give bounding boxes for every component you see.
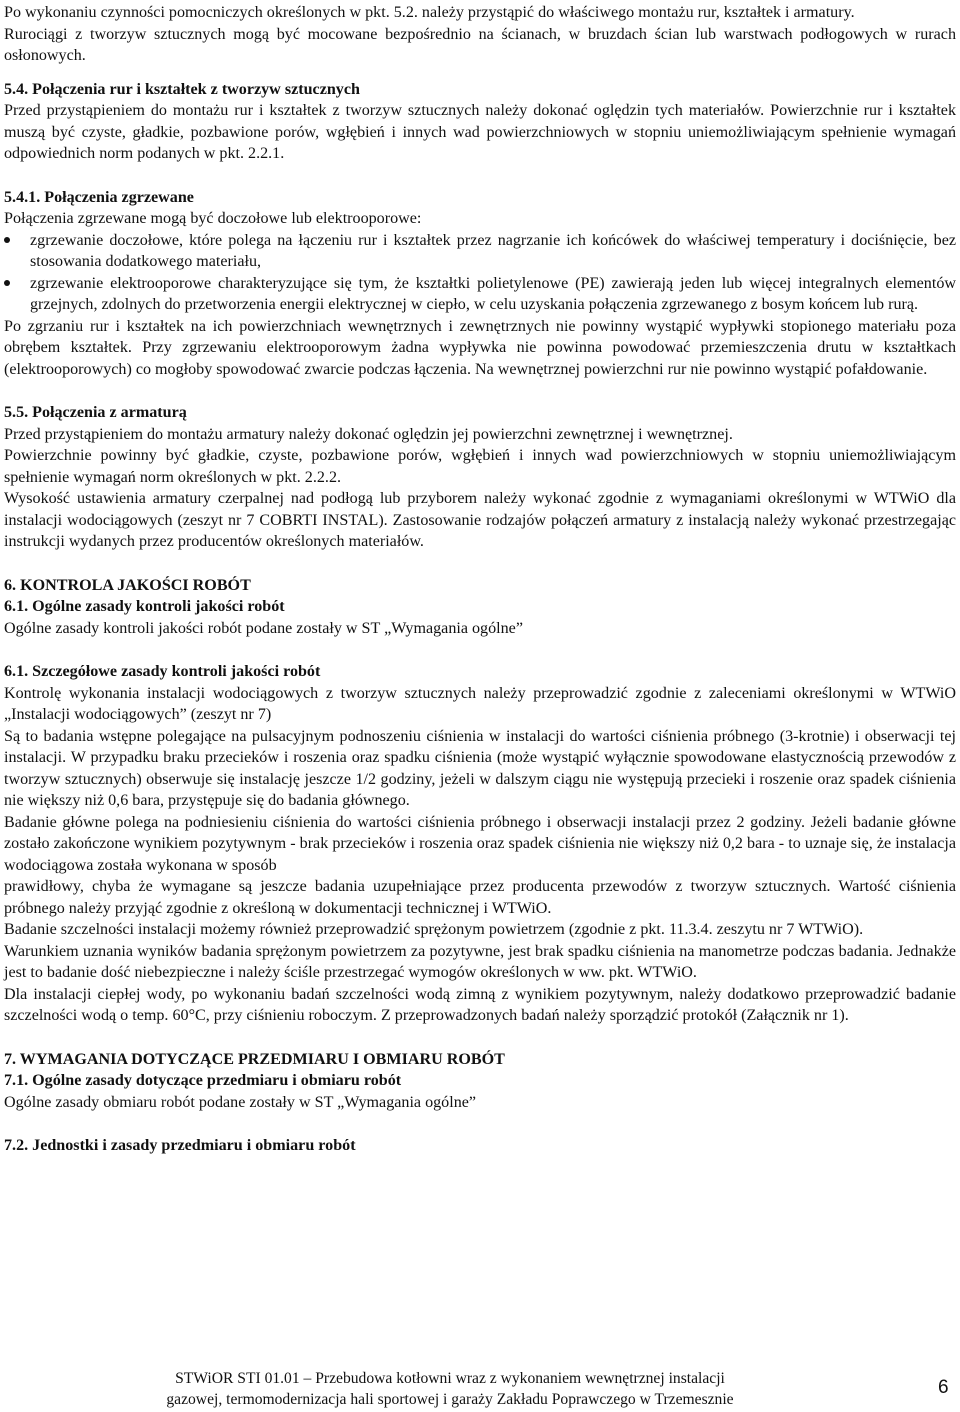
section-5-5-paragraph-1: Przed przystąpieniem do montażu armatury należy dokonać oględzin jej powierzchni zewnętrznej i wewnętrznej.	[4, 425, 733, 443]
section-5-4-1-intro: Połączenia zgrzewane mogą być doczołowe lub elektrooporowe:	[4, 210, 422, 227]
document-page	[4, 2, 956, 1157]
section-6-paragraph: Dla instalacji ciepłej wody, po wykonaniu badań szczelności wodą zimną z wynikiem pozytywnym, należy dodatkowo przeprowadzić badanie szczelności wodą o temp. 60°C, przy ciśnieniu roboczym. Z przeprowadzonych badań należy sporządzić protokół (Załącznik nr 1).	[4, 985, 956, 1024]
section-7-1-text: Ogólne zasady obmiaru robót podane zostały w ST „Wymagania ogólne”	[4, 1093, 477, 1111]
bullet-icon	[4, 237, 10, 243]
page-number: 6	[938, 1377, 949, 1398]
section-6-paragraph: Kontrolę wykonania instalacji wodociągowych z tworzyw sztucznych należy przeprowadzić zgodnie z zaleceniami określonymi w WTWiO „Instalacji wodociągowych” (zeszyt nr 7)	[4, 684, 956, 723]
bullet-icon	[4, 280, 10, 286]
section-5-4-heading: 5.4. Połączenia rur i kształtek z tworzyw sztucznych	[4, 80, 360, 98]
section-6-paragraph: Są to badania wstępne polegające na pulsacyjnym podnoszeniu ciśnienia w instalacji do wartości ciśnienia próbnego (3-krotnie) i obserwacji tej instalacji. W przypadku braku przecieków i roszenia oraz spadku ciśnienia (może wystąpić wyłącznie spowodowane elastycznością przewodów z tworzyw sztucznych) obserwuje się instalację jeszcze 1/2 godziny, jeżeli w dalszym ciągu nie występują przecieki i roszenie oraz spadek ciśnienia nie większy niż 0,6 bara, przystępuje się do badania głównego.	[4, 727, 956, 809]
section-6-paragraph: Warunkiem uznania wyników badania sprężonym powietrzem za pozytywne, jest brak spadku ciśnienia na manometrze podczas badania. Jednakże jest to badanie dość niebezpieczne i należy ściśle przestrzegać wymogów określonych w ww. pkt. WTWiO.	[4, 942, 956, 981]
list-item-text: zgrzewanie elektrooporowe charakteryzujące się tym, że kształtki polietylenowe (PE) zawierają jeden lub więcej integralnych elementów grzejnych, zdolnych do przetworzenia energii elektrycznej w ciepło, w celu uzyskania połączenia zgrzewanego z bosym końcem lub rurą.	[30, 274, 956, 313]
section-7-1-heading: 7.1. Ogólne zasady dotyczące przedmiaru i obmiaru robót	[4, 1072, 402, 1089]
footer-line-2: gazowej, termomodernizacja hali sportowej i garaży Zakładu Poprawczego w Trzemesznie	[166, 1391, 734, 1408]
page-footer	[0, 1368, 960, 1410]
section-5-5-paragraph-2: Powierzchnie powinny być gładkie, czyste, pozbawione porów, wgłębień i innych wad powierzchniowych w stopniu uniemożliwiającym spełnienie wymagań norm określonych w pkt. 2.2.2.	[4, 447, 956, 486]
section-7-2-heading: 7.2. Jednostki i zasady przedmiaru i obmiaru robót	[4, 1137, 356, 1154]
section-5-4-paragraph: Przed przystąpieniem do montażu rur i kształtek z tworzyw sztucznych należy dokonać oględzin tych materiałów. Powierzchnie rur i kształtek muszą być czyste, gładkie, pozbawione porów, wgłębień i innych wad powierzchniowych w stopniu uniemożliwiającym spełnienie wymagań odpowiednich norm podanych w pkt. 2.2.1.	[4, 102, 956, 162]
intro-paragraph-1: Po wykonaniu czynności pomocniczych określonych w pkt. 5.2. należy przystąpić do właściwego montażu rur, kształtek i armatury.	[4, 4, 855, 21]
section-6-paragraph: Badanie szczelności instalacji możemy również przeprowadzić sprężonym powietrzem (zgodnie z pkt. 11.3.4. zeszytu nr 7 WTWiO).	[4, 921, 864, 938]
section-6-heading: 6. KONTROLA JAKOŚCI ROBÓT	[4, 576, 251, 594]
footer-line-1: STWiOR STI 01.01 – Przebudowa kotłowni wraz z wykonaniem wewnętrznej instalacji	[175, 1370, 725, 1387]
section-5-4-1-paragraph: Po zgrzaniu rur i kształtek na ich powierzchniach wewnętrznych i zewnętrznych nie powinny wystąpić wypływki stopionego materiału poza obrębem kształtek. Przy zgrzewaniu elektrooporowym żadna wypływka nie powinna powodować przemieszczenia drutu w kształtkach (elektrooporowych) co mogłoby spowodować zwarcie podczas łączenia. Na wewnętrznej powierzchni rur nie powinno wystąpić pofałdowanie.	[4, 317, 956, 378]
list-item	[4, 230, 956, 273]
section-5-5-heading: 5.5. Połączenia z armaturą	[4, 404, 187, 421]
list-item	[4, 273, 956, 316]
list-item-text: zgrzewanie doczołowe, które polega na łączeniu rur i kształtek przez nagrzanie ich końcówek do właściwej temperatury i dociśnięcie, bez stosowania dodatkowego materiału,	[30, 231, 956, 270]
section-7-heading: 7. WYMAGANIA DOTYCZĄCE PRZEDMIARU I OBMIARU ROBÓT	[4, 1050, 505, 1068]
intro-paragraph-2: Rurociągi z tworzyw sztucznych mogą być mocowane bezpośrednio na ścianach, w bruzdach ścian lub warstwach podłogowych w rurach osłonowych.	[4, 25, 956, 64]
section-6-paragraph: prawidłowy, chyba że wymagane są jeszcze badania uzupełniające przez producenta przewodów z tworzyw sztucznych. Wartość ciśnienia próbnego należy przyjąć zgodnie z określoną w dokumentacji technicznej i WTWiO.	[4, 878, 956, 917]
section-5-4-1-heading: 5.4.1. Połączenia zgrzewane	[4, 188, 194, 206]
section-6-1-heading: 6.1. Ogólne zasady kontroli jakości robót	[4, 598, 285, 615]
section-6-1-text: Ogólne zasady kontroli jakości robót podane zostały w ST „Wymagania ogólne”	[4, 619, 523, 637]
section-6-1-detail-heading: 6.1. Szczegółowe zasady kontroli jakości robót	[4, 663, 321, 680]
section-6-paragraph: Badanie główne polega na podniesieniu ciśnienia do wartości ciśnienia próbnego i obserwacji instalacji przez 2 godziny. Jeżeli badanie główne zostało zakończone wynikiem pozytywnym - brak przecieków i roszenia oraz spadek ciśnienia nie większy niż 0,2 bara - to uznaje się, że instalacja wodociągowa została wykonana w sposób	[4, 813, 956, 874]
welding-types-list	[4, 230, 956, 316]
section-5-5-paragraph-3: Wysokość ustawienia armatury czerpalnej nad podłogą lub przyborem należy wykonać zgodnie z wymaganiami określonymi w WTWiO dla instalacji wodociągowych (zeszyt nr 7 COBRTI INSTAL). Zastosowanie rodzajów połączeń armatury z instalacją należy wykonać przestrzegając instrukcji wydanych przez producentów określonych materiałów.	[4, 490, 956, 550]
